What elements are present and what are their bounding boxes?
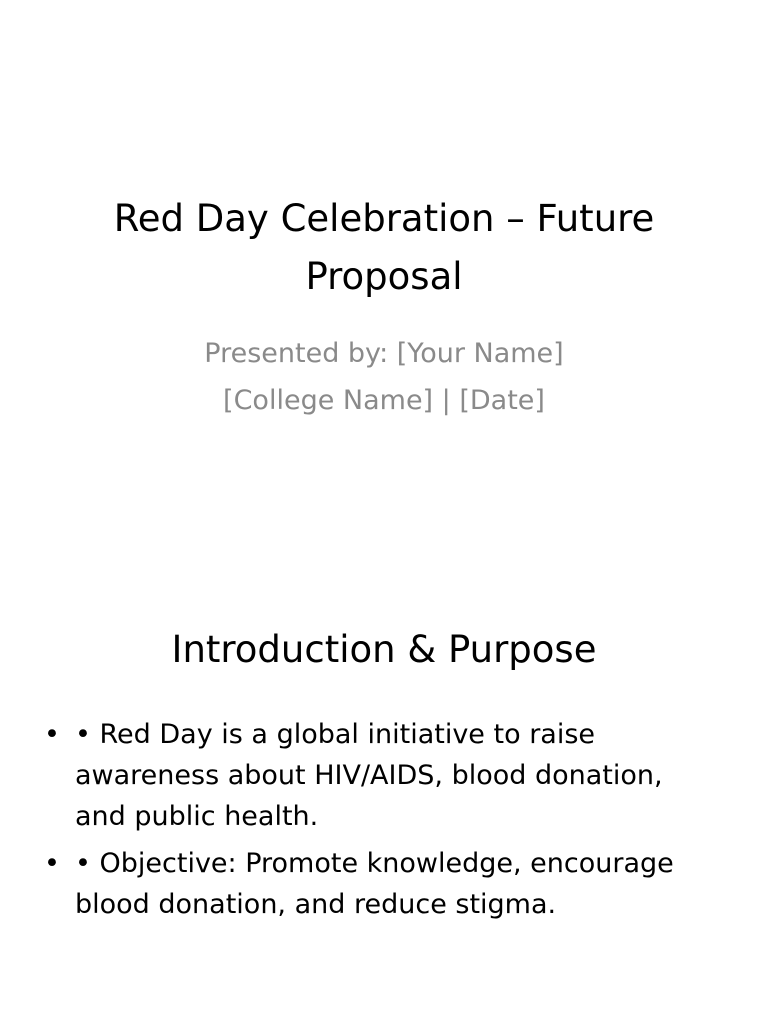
college-date-line: [College Name] | [Date] — [223, 385, 545, 416]
list-item — [40, 843, 710, 925]
slide-title: Red Day Celebration – Future Proposal — [113, 197, 655, 298]
introduction-slide — [0, 512, 768, 1024]
bullet-list — [40, 714, 710, 931]
bullet-icon: • — [44, 848, 60, 879]
bullet-icon: • — [44, 719, 60, 750]
slide-subtitle — [60, 330, 708, 424]
bullet-text: • Red Day is a global initiative to raise awareness about HIV/AIDS, blood donation, and public health. — [75, 719, 663, 832]
section-title: Introduction & Purpose — [171, 628, 597, 671]
list-item — [40, 714, 710, 837]
presenter-line: Presented by: [Your Name] — [204, 338, 564, 369]
bullet-text: • Objective: Promote knowledge, encourage blood donation, and reduce stigma. — [75, 848, 674, 920]
